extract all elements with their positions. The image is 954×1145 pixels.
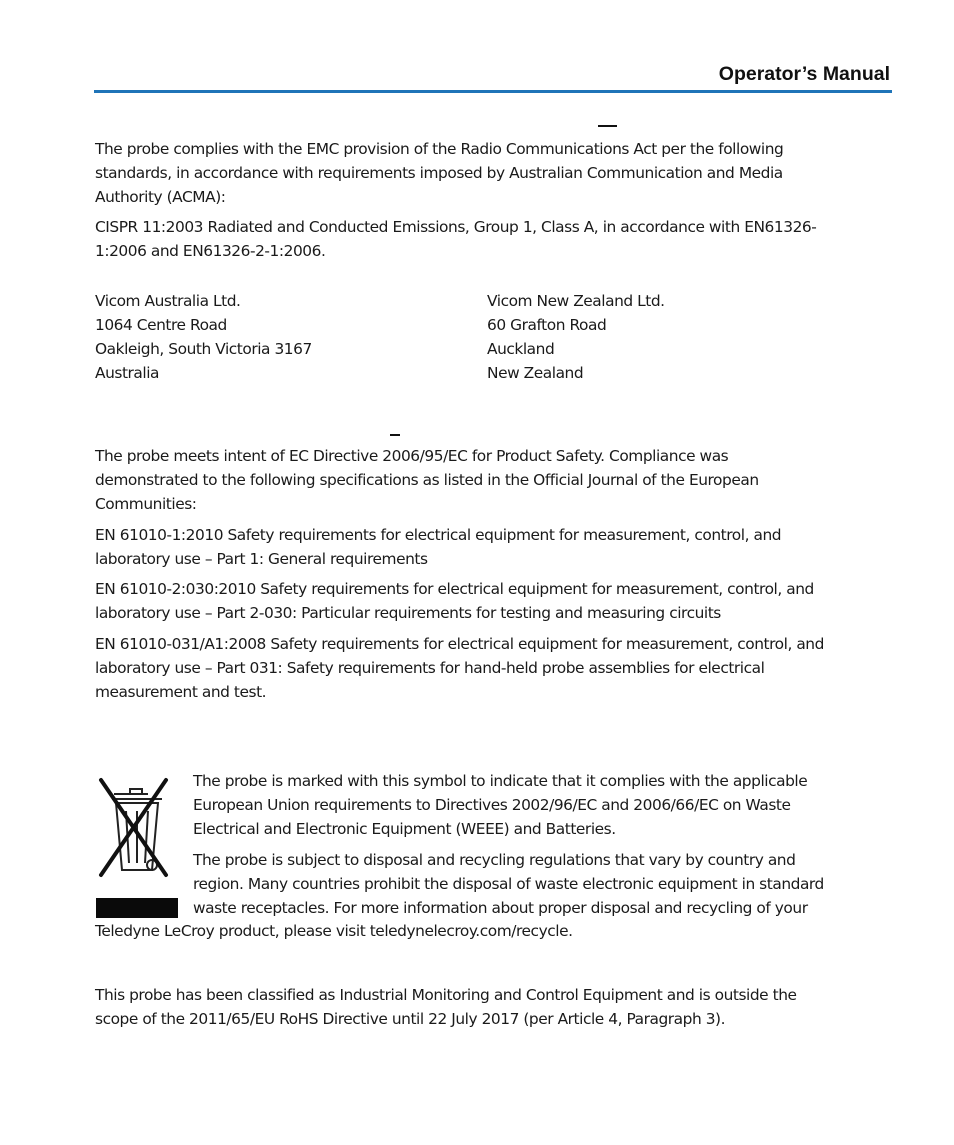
address-line: Vicom Australia Ltd.	[95, 292, 241, 310]
address-line: Australia	[95, 364, 160, 382]
address-line: 1064 Centre Road	[95, 316, 227, 334]
address-line: New Zealand	[487, 364, 584, 382]
address-line: Auckland	[487, 340, 555, 358]
safety-standard-3: EN 61010-031/A1:2008 Safety requirements for electrical equipment for measurement, control, and laboratory use – Part 031: Safety requirements for hand-held probe assemblies for electrical measurement and test.	[95, 635, 824, 701]
header-rule	[94, 90, 892, 93]
emc-intro-paragraph: The probe complies with the EMC provision of the Radio Communications Act per the following standards, in accordance with requirements imposed by Australian Communication and Media Authority (ACMA):	[95, 140, 784, 206]
safety-standard-1: EN 61010-1:2010 Safety requirements for electrical equipment for measurement, control, and laboratory use – Part 1: General requirements	[95, 526, 782, 568]
rohs-paragraph: This probe has been classified as Industrial Monitoring and Control Equipment and is outside the scope of the 2011/65/EU RoHS Directive until 22 July 2017 (per Article 4, Paragraph 3).	[95, 986, 797, 1028]
weee-paragraph-1: The probe is marked with this symbol to indicate that it complies with the applicable European Union requirements to Directives 2002/96/EC and 2006/66/EC on Waste Electrical and Electronic Equipment (WEEE) and Batteries.	[193, 772, 808, 838]
safety-standard-2: EN 61010-2:030:2010 Safety requirements for electrical equipment for measurement, control, and laboratory use – Part 2-030: Particular requirements for testing and measuring circuits	[95, 580, 814, 622]
heading-underscore-mark	[598, 125, 617, 127]
heading-underscore-mark	[390, 434, 400, 436]
weee-paragraph-2-tail: Teledyne LeCroy product, please visit teledynelecroy.com/recycle.	[95, 922, 573, 940]
address-line: 60 Grafton Road	[487, 316, 607, 334]
address-line: Vicom New Zealand Ltd.	[487, 292, 665, 310]
address-australia	[95, 289, 312, 385]
page-header-title: Operator’s Manual	[718, 63, 890, 85]
address-new-zealand	[487, 289, 665, 385]
emc-standard-paragraph: CISPR 11:2003 Radiated and Conducted Emissions, Group 1, Class A, in accordance with EN61326- 1:2006 and EN61326-2-1:2006.	[95, 218, 817, 260]
safety-intro-paragraph: The probe meets intent of EC Directive 2006/95/EC for Product Safety. Compliance was demonstrated to the following specifications as listed in the Official Journal of the European Communities:	[95, 447, 759, 513]
crossed-out-wheelie-bin-icon	[96, 775, 178, 920]
address-line: Oakleigh, South Victoria 3167	[95, 340, 312, 358]
weee-paragraph-2: The probe is subject to disposal and recycling regulations that vary by country and region. Many countries prohibit the disposal of waste electronic equipment in standard waste receptacles. For more information about proper disposal and recycling of your	[193, 851, 824, 917]
